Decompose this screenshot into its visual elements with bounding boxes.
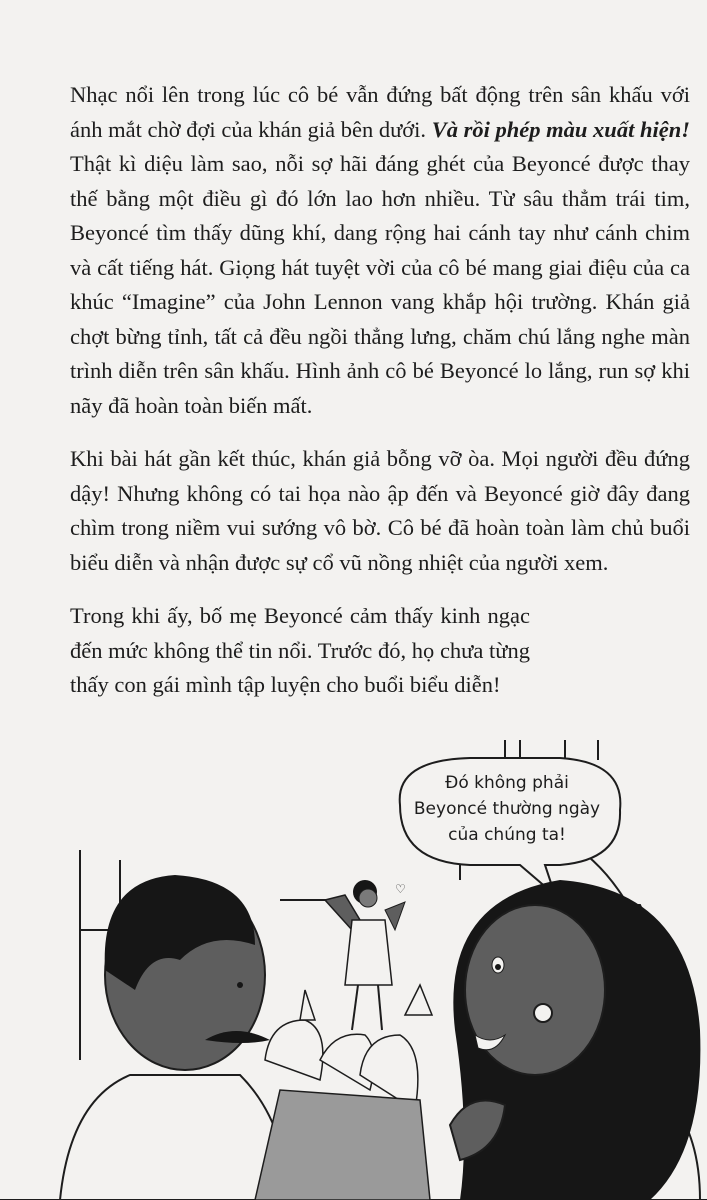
girl-singer bbox=[325, 880, 406, 1030]
paragraph-1-end: Thật kì diệu làm sao, nỗi sợ hãi đáng ghét của Beyoncé được thay thế bằng một điều gì đó lớn lao hơn nhiều. Từ sâu thẳm trái tim, Beyoncé tìm thấy dũng khí, dang rộng hai cánh tay như cánh chim và cất tiếng hát. Giọng hát tuyệt vời của cô bé mang giai điệu của ca khúc “Imagine” của John Lennon vang khắp hội trường. Khán giả chợt bừng tỉnh, tất cả đều ngồi thẳng lưng, chăm chú lắng nghe màn trình diễn trên sân khấu. Hình ảnh cô bé Beyoncé lo lắng, run sợ khi nãy đã hoàn toàn biến mất. bbox=[70, 151, 690, 418]
paragraph-1-emphasis: Và rồi phép màu xuất hiện! bbox=[431, 116, 690, 142]
body-text bbox=[70, 78, 690, 722]
paragraph-2 bbox=[70, 442, 690, 580]
paragraph-2-text: Khi bài hát gần kết thúc, khán giả bỗng vỡ òa. Mọi người đều đứng dậy! Nhưng không có tai họa nào ập đến và Beyoncé giờ đây đang chìm trong niềm vui sướng vô bờ. Cô bé đã hoàn toàn làm chủ buổi biểu diễn và nhận được sự cổ vũ nồng nhiệt của người xem. bbox=[70, 446, 690, 575]
paragraph-1-start: Nhạc nổi lên trong lúc cô bé vẫn đứng bất động trên sân khấu với ánh mắt chờ đợi của khán giả bên dưới. bbox=[70, 82, 690, 142]
speech-line-3: của chúng ta! bbox=[448, 825, 566, 845]
paragraph-3 bbox=[70, 599, 690, 703]
speech-bubble-text bbox=[398, 770, 616, 848]
mother bbox=[450, 880, 700, 1200]
speech-line-1: Đó không phải bbox=[445, 773, 569, 793]
svg-text:♡: ♡ bbox=[395, 882, 406, 896]
speech-line-2: Beyoncé thường ngày bbox=[413, 799, 601, 819]
audience bbox=[255, 985, 432, 1200]
paragraph-3-text: Trong khi ấy, bố mẹ Beyoncé cảm thấy kinh ngạc đến mức không thể tin nổi. Trước đó, họ chưa từng thấy con gái mình tập luyện cho buổi biểu diễn! bbox=[70, 603, 530, 697]
father bbox=[60, 875, 290, 1200]
paragraph-1 bbox=[70, 78, 690, 423]
